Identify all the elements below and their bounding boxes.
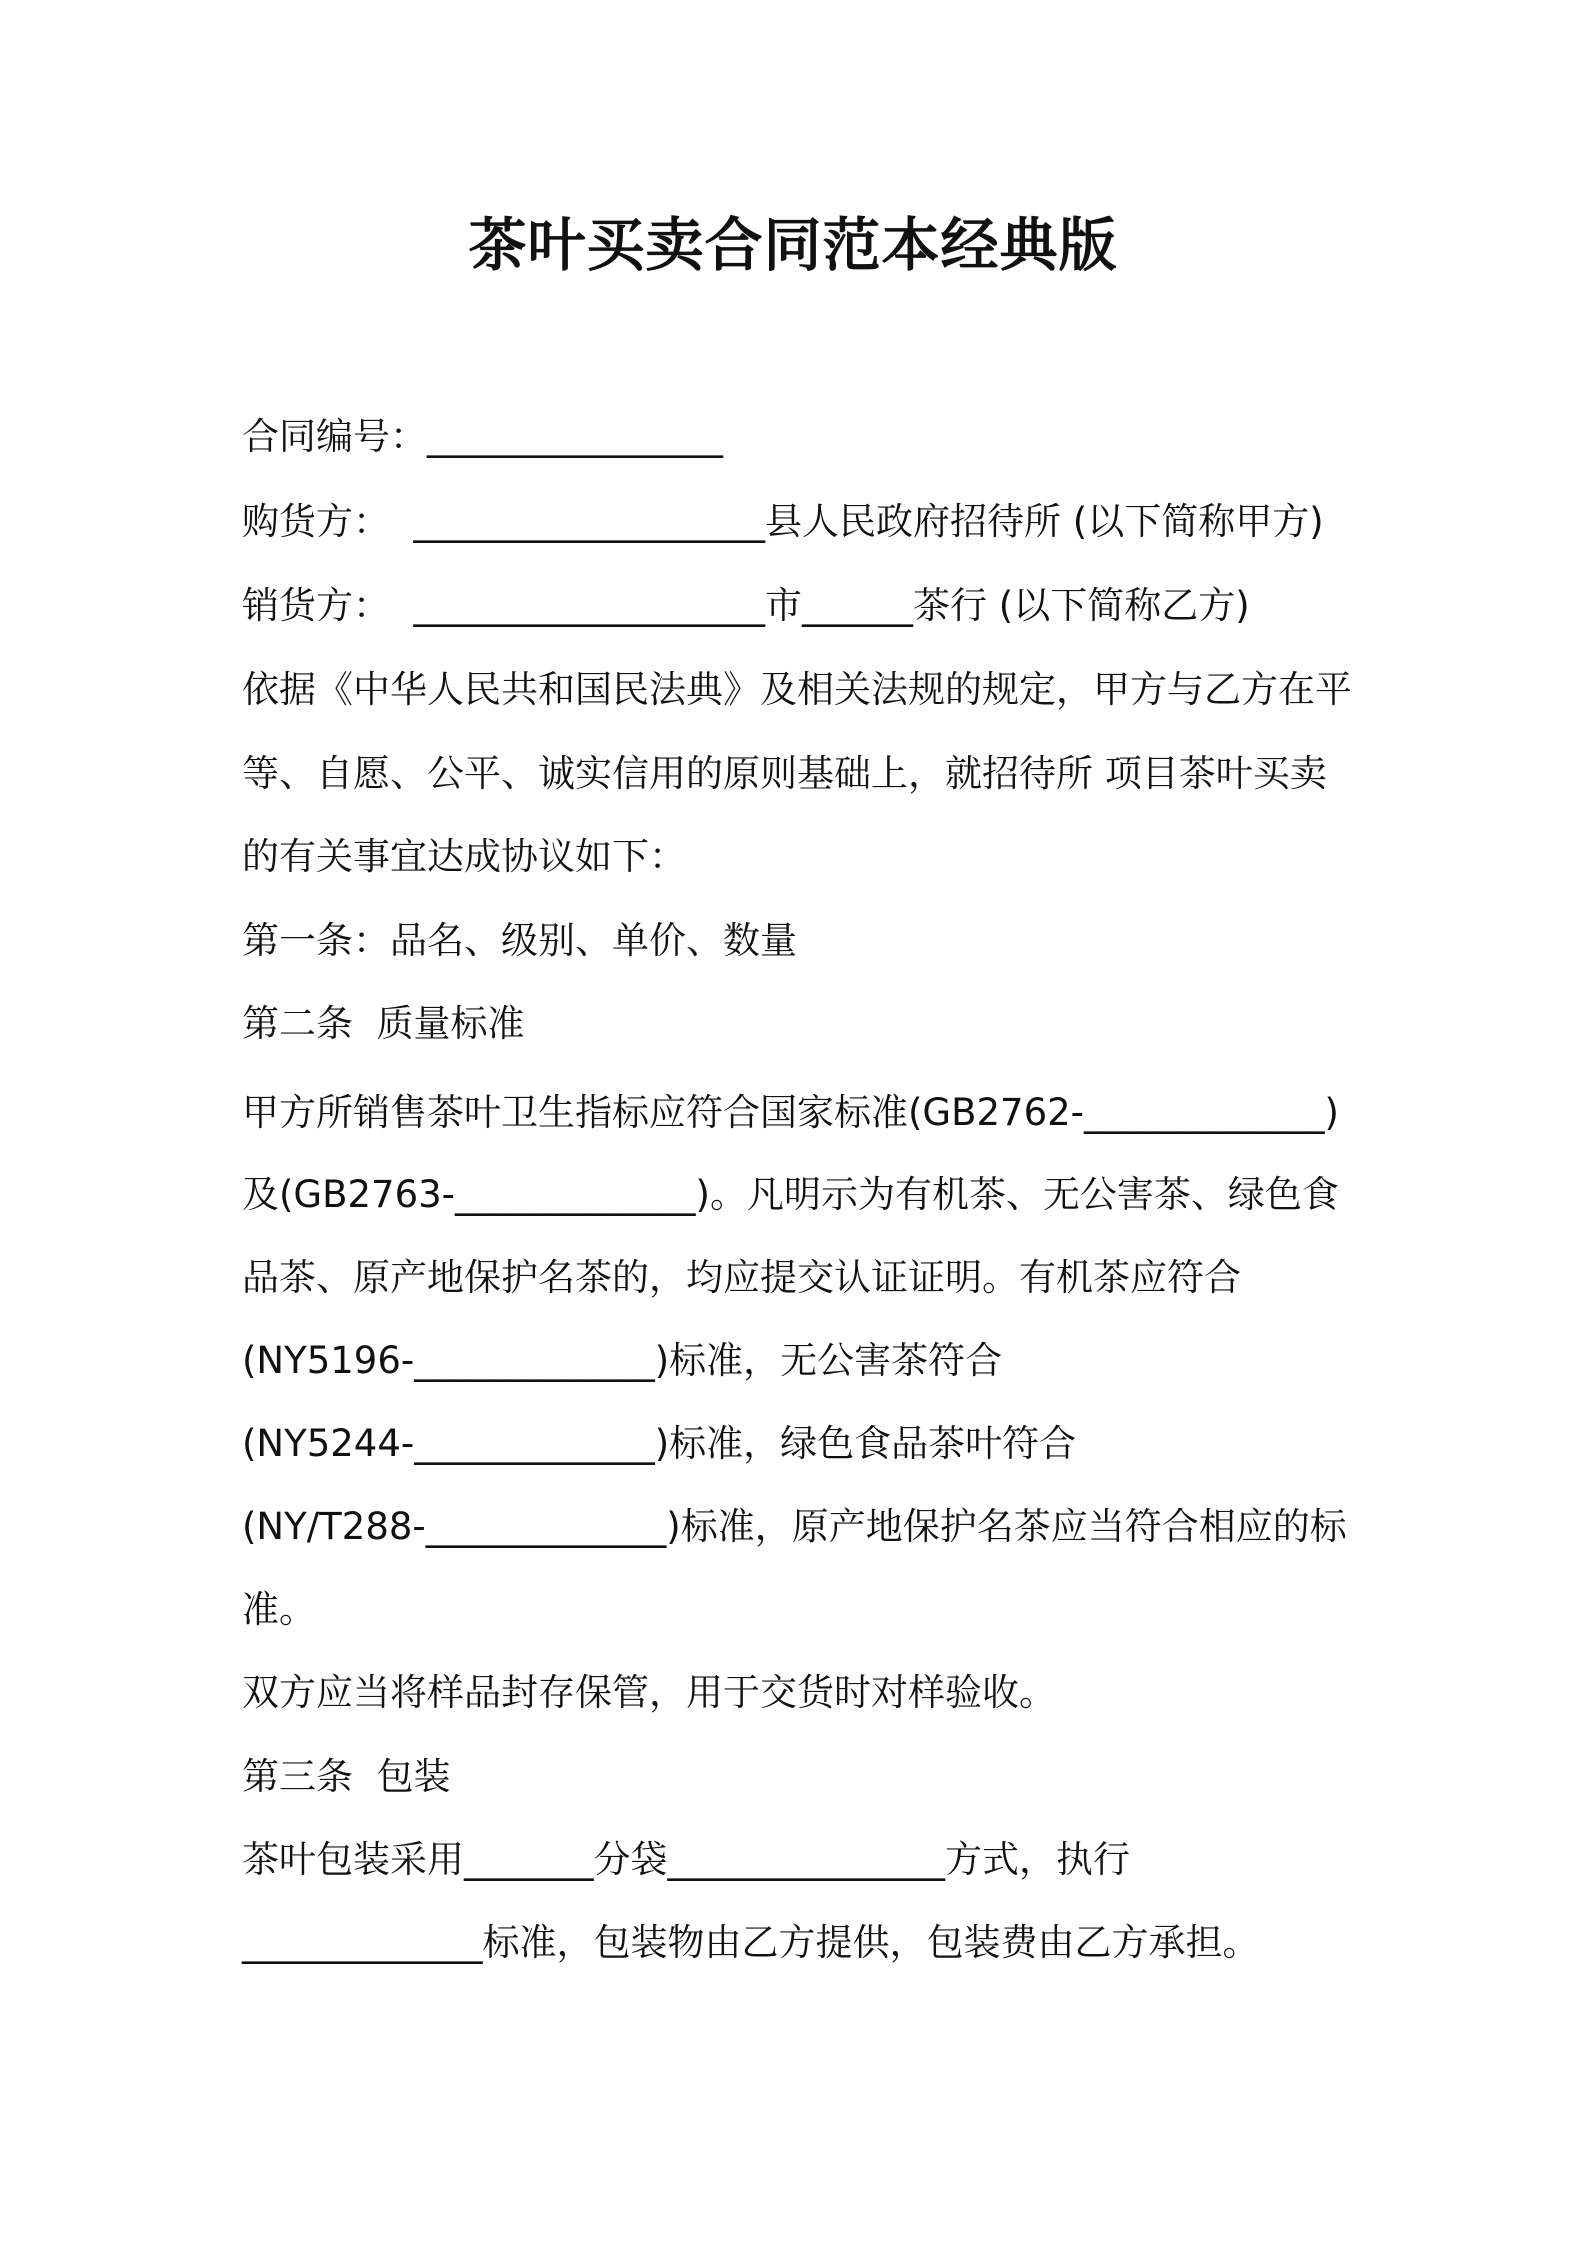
seller-line: 销货方： ___________________市______茶行 (以下简称乙方) [242,584,1250,627]
article-2-line-1: 甲方所销售茶叶卫生指标应符合国家标准(GB2762-_____________) [242,1091,1339,1134]
article-2-line-7: 准。 [242,1588,316,1631]
article-2-line-4: (NY5196-_____________)标准，无公害茶符合 [242,1339,1003,1382]
sample-sealing-line: 双方应当将样品封存保管，用于交货时对样验收。 [242,1671,1056,1714]
buyer-line: 购货方： ___________________县人民政府招待所 (以下简称甲方) [242,500,1324,543]
contract-number-line: 合同编号：________________ [242,415,723,458]
article-3-line-1: 茶叶包装采用_______分袋_______________方式，执行 [242,1838,1130,1881]
article-1-heading: 第一条：品名、级别、单价、数量 [242,919,797,962]
article-2-line-6: (NY/T288-_____________)标准，原产地保护名茶应当符合相应的标 [242,1505,1347,1548]
article-3-heading: 第三条 包装 [242,1755,451,1798]
article-2-heading: 第二条 质量标准 [242,1002,525,1045]
preamble-line-3: 的有关事宜达成协议如下： [242,835,686,878]
preamble-line-1: 依据《中华人民共和国民法典》及相关法规的规定，甲方与乙方在平 [242,668,1352,711]
document-title: 茶叶买卖合同范本经典版 [468,211,1118,279]
article-2-line-5: (NY5244-_____________)标准，绿色食品茶叶符合 [242,1422,1077,1465]
article-2-line-3: 品茶、原产地保护名茶的，均应提交认证证明。有机茶应符合 [242,1256,1241,1299]
article-2-line-2: 及(GB2763-_____________)。凡明示为有机茶、无公害茶、绿色食 [242,1173,1339,1216]
article-3-line-2: _____________标准，包装物由乙方提供，包装费由乙方承担。 [242,1921,1260,1964]
preamble-line-2: 等、自愿、公平、诚实信用的原则基础上，就招待所 项目茶叶买卖 [242,752,1327,795]
